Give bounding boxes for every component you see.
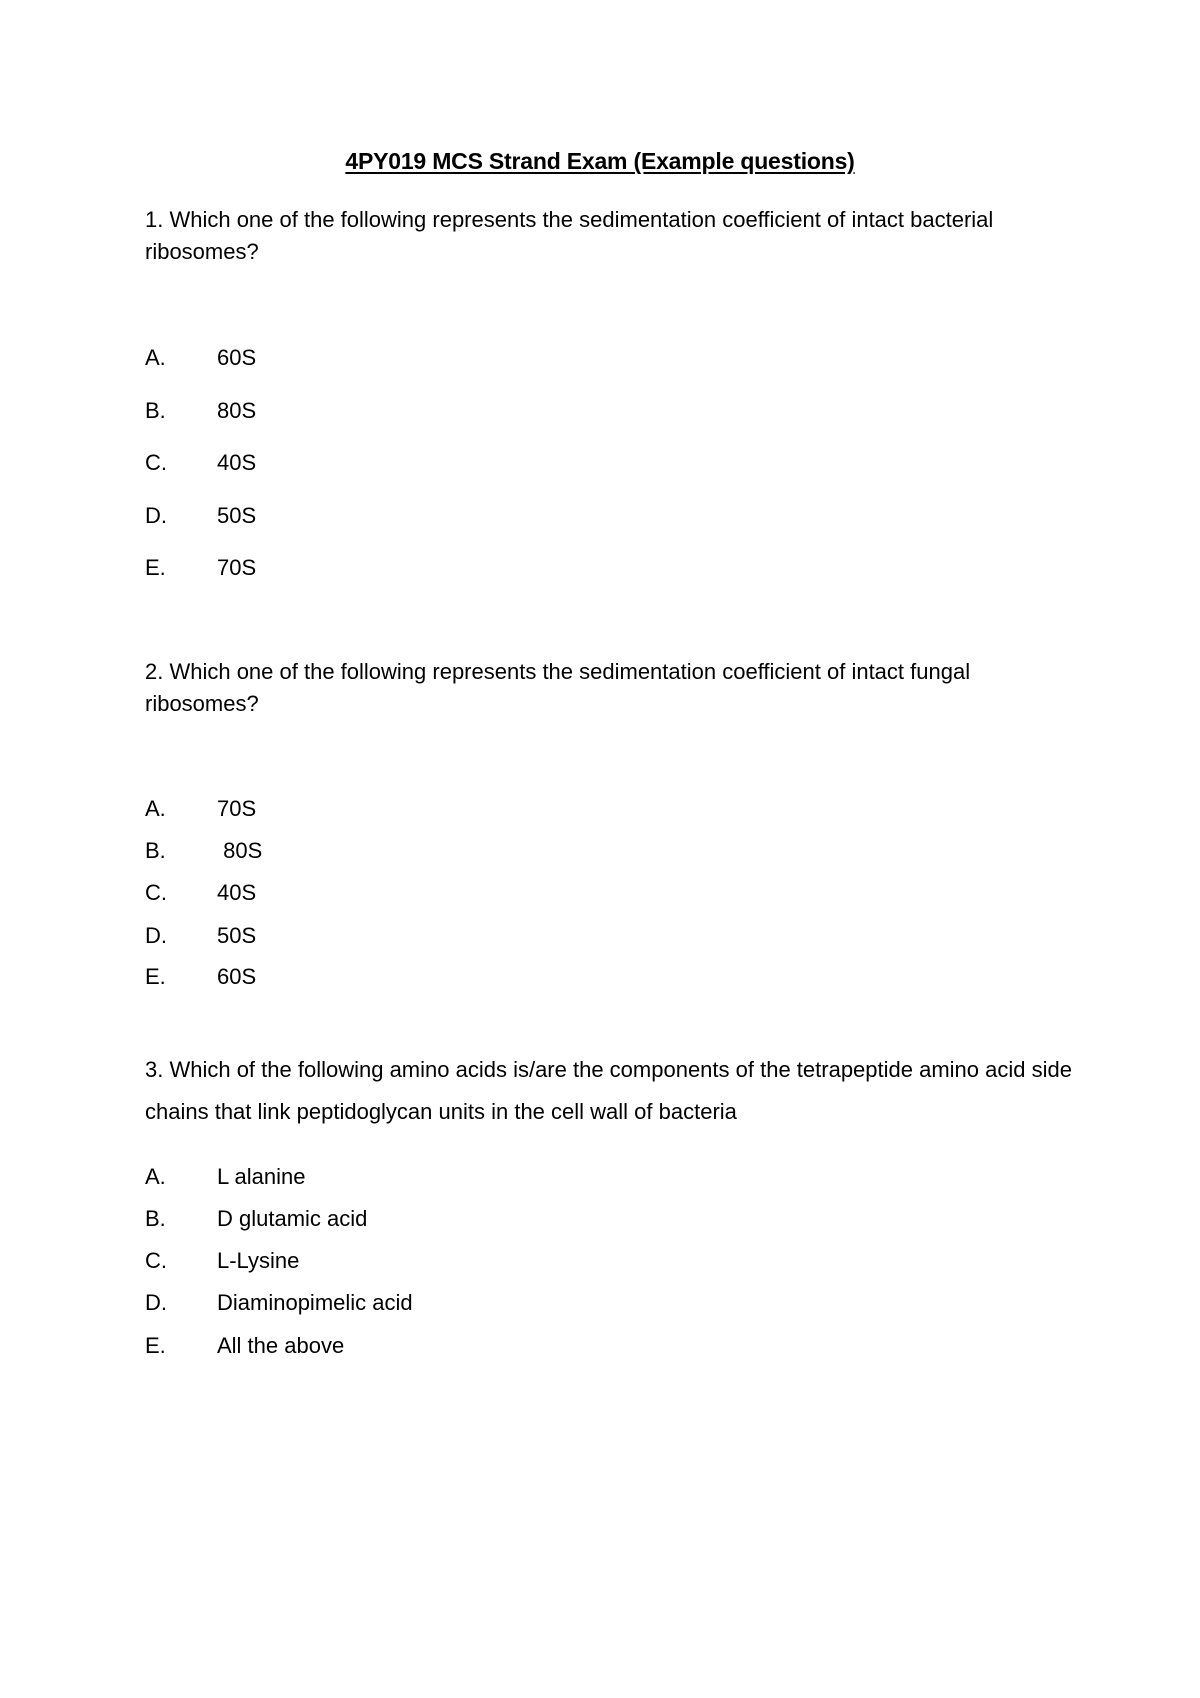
- option-letter: E.: [145, 1333, 166, 1358]
- option-value: 80S: [217, 398, 257, 423]
- option-value: 40S: [217, 880, 257, 905]
- question-2-text: 2. Which one of the following represents the sedimentation coefficient of intact fungal ribosomes?: [145, 659, 971, 716]
- option-letter: E.: [145, 555, 166, 580]
- question-2-option-d: [145, 921, 257, 951]
- option-value: 50S: [217, 503, 257, 528]
- option-value: 80S: [217, 838, 263, 863]
- option-letter: B.: [145, 398, 166, 423]
- option-letter: C.: [145, 880, 167, 905]
- option-letter: D.: [145, 1290, 167, 1315]
- question-3-option-e: [145, 1331, 345, 1361]
- option-letter: D.: [145, 503, 167, 528]
- question-3-option-c: [145, 1246, 300, 1276]
- option-letter: D.: [145, 923, 167, 948]
- option-letter: B.: [145, 838, 166, 863]
- option-value: All the above: [217, 1333, 345, 1358]
- option-letter: A.: [145, 796, 166, 821]
- question-1-option-a: [145, 343, 257, 373]
- option-value: D glutamic acid: [217, 1206, 368, 1231]
- option-value: 40S: [217, 450, 257, 475]
- option-value: 60S: [217, 345, 257, 370]
- page-title: 4PY019 MCS Strand Exam (Example questions): [345, 148, 855, 174]
- question-2-option-a: [145, 794, 257, 824]
- question-3-option-b: [145, 1204, 368, 1234]
- question-3-text: 3. Which of the following amino acids is/are the components of the tetrapeptide amino acid side chains that link peptidoglycan units in the cell wall of bacteria: [145, 1057, 1072, 1124]
- option-letter: B.: [145, 1206, 166, 1231]
- option-letter: C.: [145, 450, 167, 475]
- question-1-option-d: [145, 501, 257, 531]
- question-2-option-c: [145, 878, 257, 908]
- option-value: L alanine: [217, 1164, 306, 1189]
- question-2-option-b: [145, 836, 263, 866]
- question-3-option-d: [145, 1288, 413, 1318]
- question-1-option-c: [145, 448, 257, 478]
- question-3-option-a: [145, 1162, 306, 1192]
- question-1-text: 1. Which one of the following represents the sedimentation coefficient of intact bacterial ribosomes?: [145, 207, 994, 264]
- option-value: L-Lysine: [217, 1248, 300, 1273]
- option-value: 60S: [217, 964, 257, 989]
- option-letter: E.: [145, 964, 166, 989]
- option-value: 50S: [217, 923, 257, 948]
- option-letter: A.: [145, 345, 166, 370]
- option-value: 70S: [217, 796, 257, 821]
- option-value: Diaminopimelic acid: [217, 1290, 413, 1315]
- option-letter: C.: [145, 1248, 167, 1273]
- option-letter: A.: [145, 1164, 166, 1189]
- question-1-option-e: [145, 553, 257, 583]
- option-value: 70S: [217, 555, 257, 580]
- question-1-option-b: [145, 396, 257, 426]
- question-2-option-e: [145, 962, 257, 992]
